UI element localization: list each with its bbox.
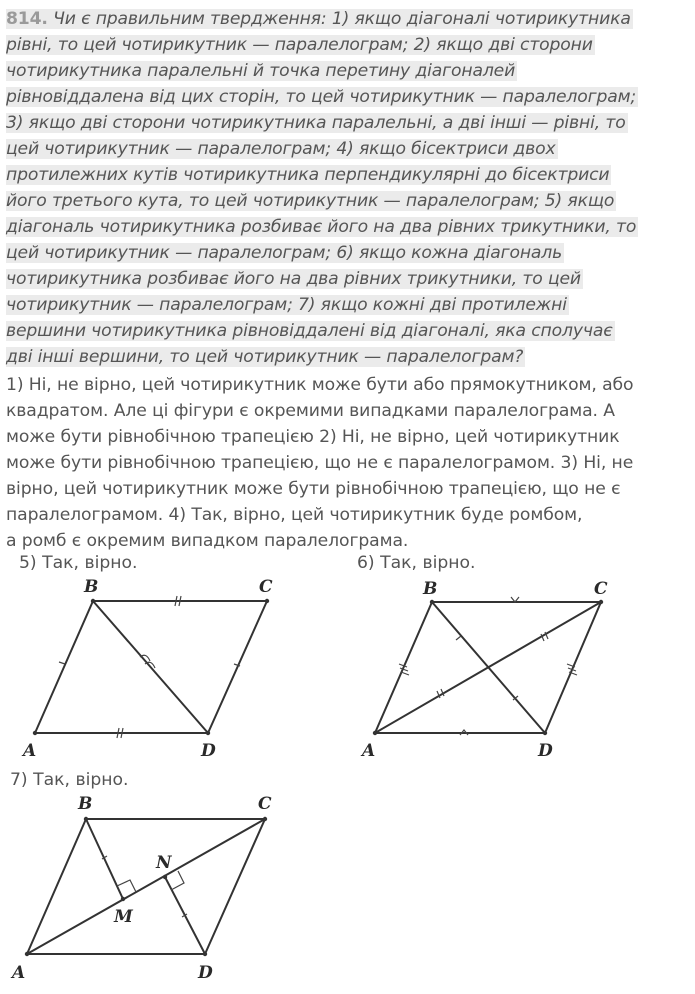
problem-text: рівні, то цей чотирикутник — паралелограм; 2) якщо дві сторони xyxy=(6,35,593,55)
point-n xyxy=(163,875,167,879)
vertex-a xyxy=(25,952,29,956)
vertex-b xyxy=(91,599,95,603)
problem-text: цей чотирикутник — паралелограм; 6) якщо кожна діагональ xyxy=(6,243,563,263)
vertex-d xyxy=(543,731,547,735)
problem-text: цей чотирикутник — паралелограм; 4) якщо бісектриси двох xyxy=(6,139,556,159)
perpendicular-bm xyxy=(86,819,123,899)
answer-line: а ромб є окремим випадком паралелограма. xyxy=(6,531,409,551)
figure-5-parallelogram xyxy=(21,577,273,761)
diagonal-ac xyxy=(27,819,265,954)
label-d: D xyxy=(538,741,553,761)
label-c: C xyxy=(594,579,608,599)
label-a: A xyxy=(362,741,376,761)
right-angle-mark xyxy=(171,871,184,890)
problem-number: 814. xyxy=(6,9,48,29)
vertex-c xyxy=(265,599,269,603)
answer-line: 1) Ні, не вірно, цей чотирикутник може бути або прямокутником, або xyxy=(6,375,634,395)
vertex-d xyxy=(206,731,210,735)
figure-7-parallelogram xyxy=(10,794,272,983)
label-d: D xyxy=(201,741,216,761)
vertex-b xyxy=(430,600,434,604)
tick-mark xyxy=(59,662,65,664)
problem-text: Чи є правильним твердження: 1) якщо діагоналі чотирикутника xyxy=(53,9,631,29)
figure-6-caption: 6) Так, вірно. xyxy=(357,553,476,573)
problem-text: вершини чотирикутника рівновіддалені від діагоналі, яка сполучає xyxy=(6,321,613,341)
answer-line: паралелограмом. 4) Так, вірно, цей чотирикутник буде ромбом, xyxy=(6,505,583,525)
problem-text: дві інші вершини, то цей чотирикутник — паралелограм? xyxy=(6,347,524,367)
label-b: B xyxy=(423,579,438,599)
vertex-a xyxy=(33,731,37,735)
label-m: M xyxy=(114,907,133,927)
label-b: B xyxy=(84,577,99,597)
label-d: D xyxy=(198,963,213,983)
diagonal-bd xyxy=(93,601,208,733)
label-c: C xyxy=(259,577,273,597)
figure-7-caption: 7) Так, вірно. xyxy=(10,770,129,790)
problem-text: 3) якщо дві сторони чотирикутника паралельні, а дві інші — рівні, то xyxy=(6,113,626,133)
tick-mark xyxy=(456,636,461,640)
figure-5-caption: 5) Так, вірно. xyxy=(19,553,138,573)
problem-text: чотирикутника розбиває його на два рівних трикутники, то цей xyxy=(6,269,581,289)
label-n: N xyxy=(156,853,172,873)
problem-text: чотирикутник — паралелограм; 7) якщо кожні дві протилежні xyxy=(6,295,567,315)
point-m xyxy=(121,897,125,901)
label-a: A xyxy=(12,963,26,983)
label-c: C xyxy=(258,794,272,814)
answer-line: квадратом. Але ці фігури є окремими випадками паралелограма. А xyxy=(6,401,615,421)
vertex-d xyxy=(203,952,207,956)
vertex-a xyxy=(373,731,377,735)
figure-6-parallelogram xyxy=(360,579,608,761)
tick-mark xyxy=(567,664,577,675)
problem-text: діагональ чотирикутника розбиває його на два рівних трикутники, то xyxy=(6,217,637,237)
problem-text: його третього кута, то цей чотирикутник — паралелограм; 5) якщо xyxy=(6,191,615,211)
problem-text: рівновіддалена від цих сторін, то цей чотирикутник — паралелограм; xyxy=(6,87,637,107)
answer-line: вірно, цей чотирикутник може бути рівнобічною трапецією, що не є xyxy=(6,479,621,499)
problem-text: чотирикутника паралельні й точка перетину діагоналей xyxy=(6,61,516,81)
vertex-c xyxy=(263,817,267,821)
vertex-c xyxy=(599,600,603,604)
answer-line: може бути рівнобічною трапецією, що не є паралелограмом. 3) Ні, не xyxy=(6,453,634,473)
diagonal-ac xyxy=(375,602,601,733)
vertex-b xyxy=(84,817,88,821)
problem-text: протилежних кутів чотирикутника перпендикулярні до бісектриси xyxy=(6,165,610,185)
label-a: A xyxy=(23,741,37,761)
answer-line: може бути рівнобічною трапецією 2) Ні, не вірно, цей чотирикутник xyxy=(6,427,620,447)
label-b: B xyxy=(78,794,93,814)
